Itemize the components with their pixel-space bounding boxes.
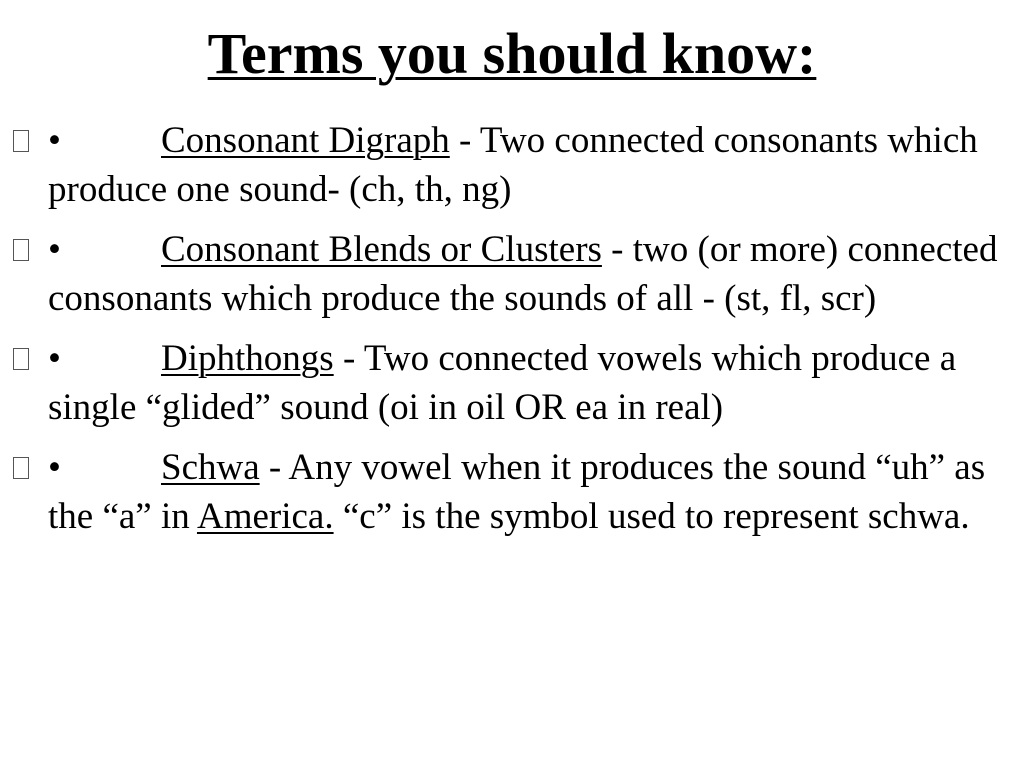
bullet-dot: • <box>48 120 61 161</box>
term-label: Schwa <box>161 447 260 488</box>
slide-title-text: Terms you should know: <box>207 21 817 86</box>
bullet-item-diphthongs <box>0 334 1024 432</box>
missing-glyph-icon <box>13 457 29 479</box>
term-definition-start: - Any vowel when it produces the sound “uh” as the “a” in <box>48 447 986 537</box>
missing-glyph-icon <box>13 130 29 152</box>
slide-title <box>0 18 1024 90</box>
bullet-dot: • <box>48 447 61 488</box>
term-label: Consonant Digraph <box>161 120 450 161</box>
bullet-item-schwa <box>0 443 1024 541</box>
term-definition: - Two connected consonants which produce one sound- (ch, th, ng) <box>48 120 978 210</box>
bullet-dot: • <box>48 229 61 270</box>
term-definition: - Two connected vowels which produce a single “glided” sound (oi in oil OR ea in real) <box>48 338 957 428</box>
term-label: Diphthongs <box>161 338 334 379</box>
term-label: Consonant Blends or Clusters <box>161 229 602 270</box>
bullet-list <box>0 116 1024 552</box>
missing-glyph-icon <box>13 239 29 261</box>
america-link[interactable]: America. <box>196 496 334 537</box>
term-definition: - two (or more) connected consonants which produce the sounds of all - (st, fl, scr) <box>48 229 998 319</box>
bullet-item-consonant-blends <box>0 225 1024 323</box>
term-definition-end: “c” is the symbol used to represent schwa. <box>333 496 970 537</box>
bullet-dot: • <box>48 338 61 379</box>
bullet-item-consonant-digraph <box>0 116 1024 214</box>
missing-glyph-icon <box>13 348 29 370</box>
